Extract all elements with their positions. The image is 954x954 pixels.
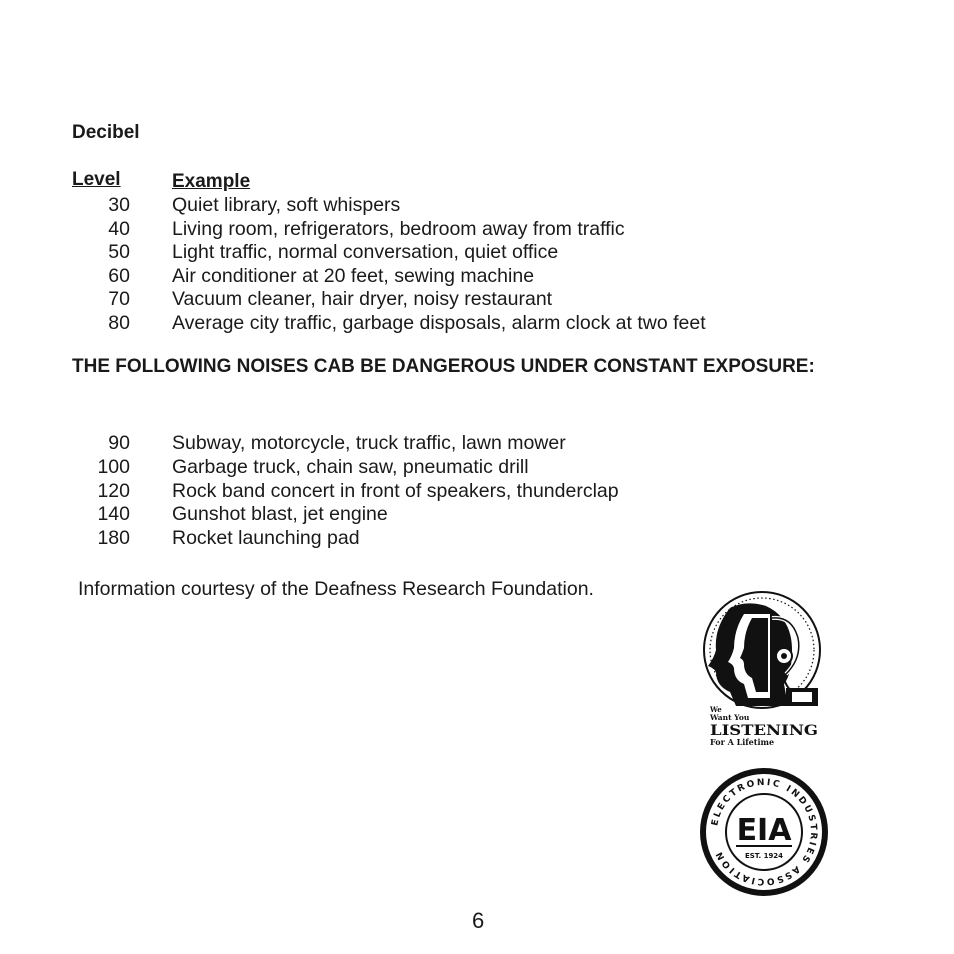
example-text: Light traffic, normal conversation, quiet office (172, 241, 559, 263)
warning-heading: THE FOLLOWING NOISES CAB BE DANGEROUS UNDER CONSTANT EXPOSURE: (72, 356, 815, 377)
example-text: Air conditioner at 20 feet, sewing machine (172, 265, 535, 287)
courtesy-note: Information courtesy of the Deafness Research Foundation. (78, 578, 594, 600)
level-value: 70 (108, 288, 130, 310)
example-column-header: Example (172, 171, 251, 192)
level-value: 40 (108, 218, 130, 240)
eia-est: EST. 1924 (744, 852, 784, 860)
level-column-header: Level (72, 169, 121, 190)
example-text: Vacuum cleaner, hair dryer, noisy restaurant (172, 288, 553, 310)
eia-seal-icon (698, 766, 830, 898)
eia-seal (698, 766, 830, 898)
example-text: Garbage truck, chain saw, pneumatic drill (172, 456, 529, 478)
listening-logo-want-you: Want You (710, 713, 750, 722)
level-value: 80 (108, 312, 130, 334)
example-text: Living room, refrigerators, bedroom away from traffic (172, 218, 625, 240)
example-text: Rock band concert in front of speakers, thunderclap (172, 480, 619, 502)
listening-logo (700, 588, 824, 752)
example-text: Average city traffic, garbage disposals, alarm clock at two feet (172, 312, 706, 334)
example-text: Quiet library, soft whispers (172, 194, 401, 216)
level-value: 30 (108, 194, 130, 216)
level-value: 50 (108, 241, 130, 263)
example-text: Gunshot blast, jet engine (172, 503, 388, 525)
example-text: Subway, motorcycle, truck traffic, lawn mower (172, 432, 566, 454)
listening-logo-lifetime: For A Lifetime (710, 737, 775, 747)
listening-logo-word: LISTENING (710, 723, 818, 739)
page-number: 6 (472, 908, 485, 933)
level-value: 90 (108, 432, 130, 454)
listening-logo-we: We (710, 705, 722, 714)
eia-letters: EIA (736, 813, 792, 848)
eia-ring-text: ELECTRONIC INDUSTRIES ASSOCIATION (710, 777, 819, 887)
level-value: 60 (108, 265, 130, 287)
decibel-heading: Decibel (72, 122, 140, 143)
level-value: 140 (97, 503, 130, 525)
example-text: Rocket launching pad (172, 527, 360, 549)
level-value: 120 (97, 480, 130, 502)
level-value: 180 (97, 527, 130, 549)
listening-logo-icon (700, 588, 824, 752)
level-value: 100 (97, 456, 130, 478)
